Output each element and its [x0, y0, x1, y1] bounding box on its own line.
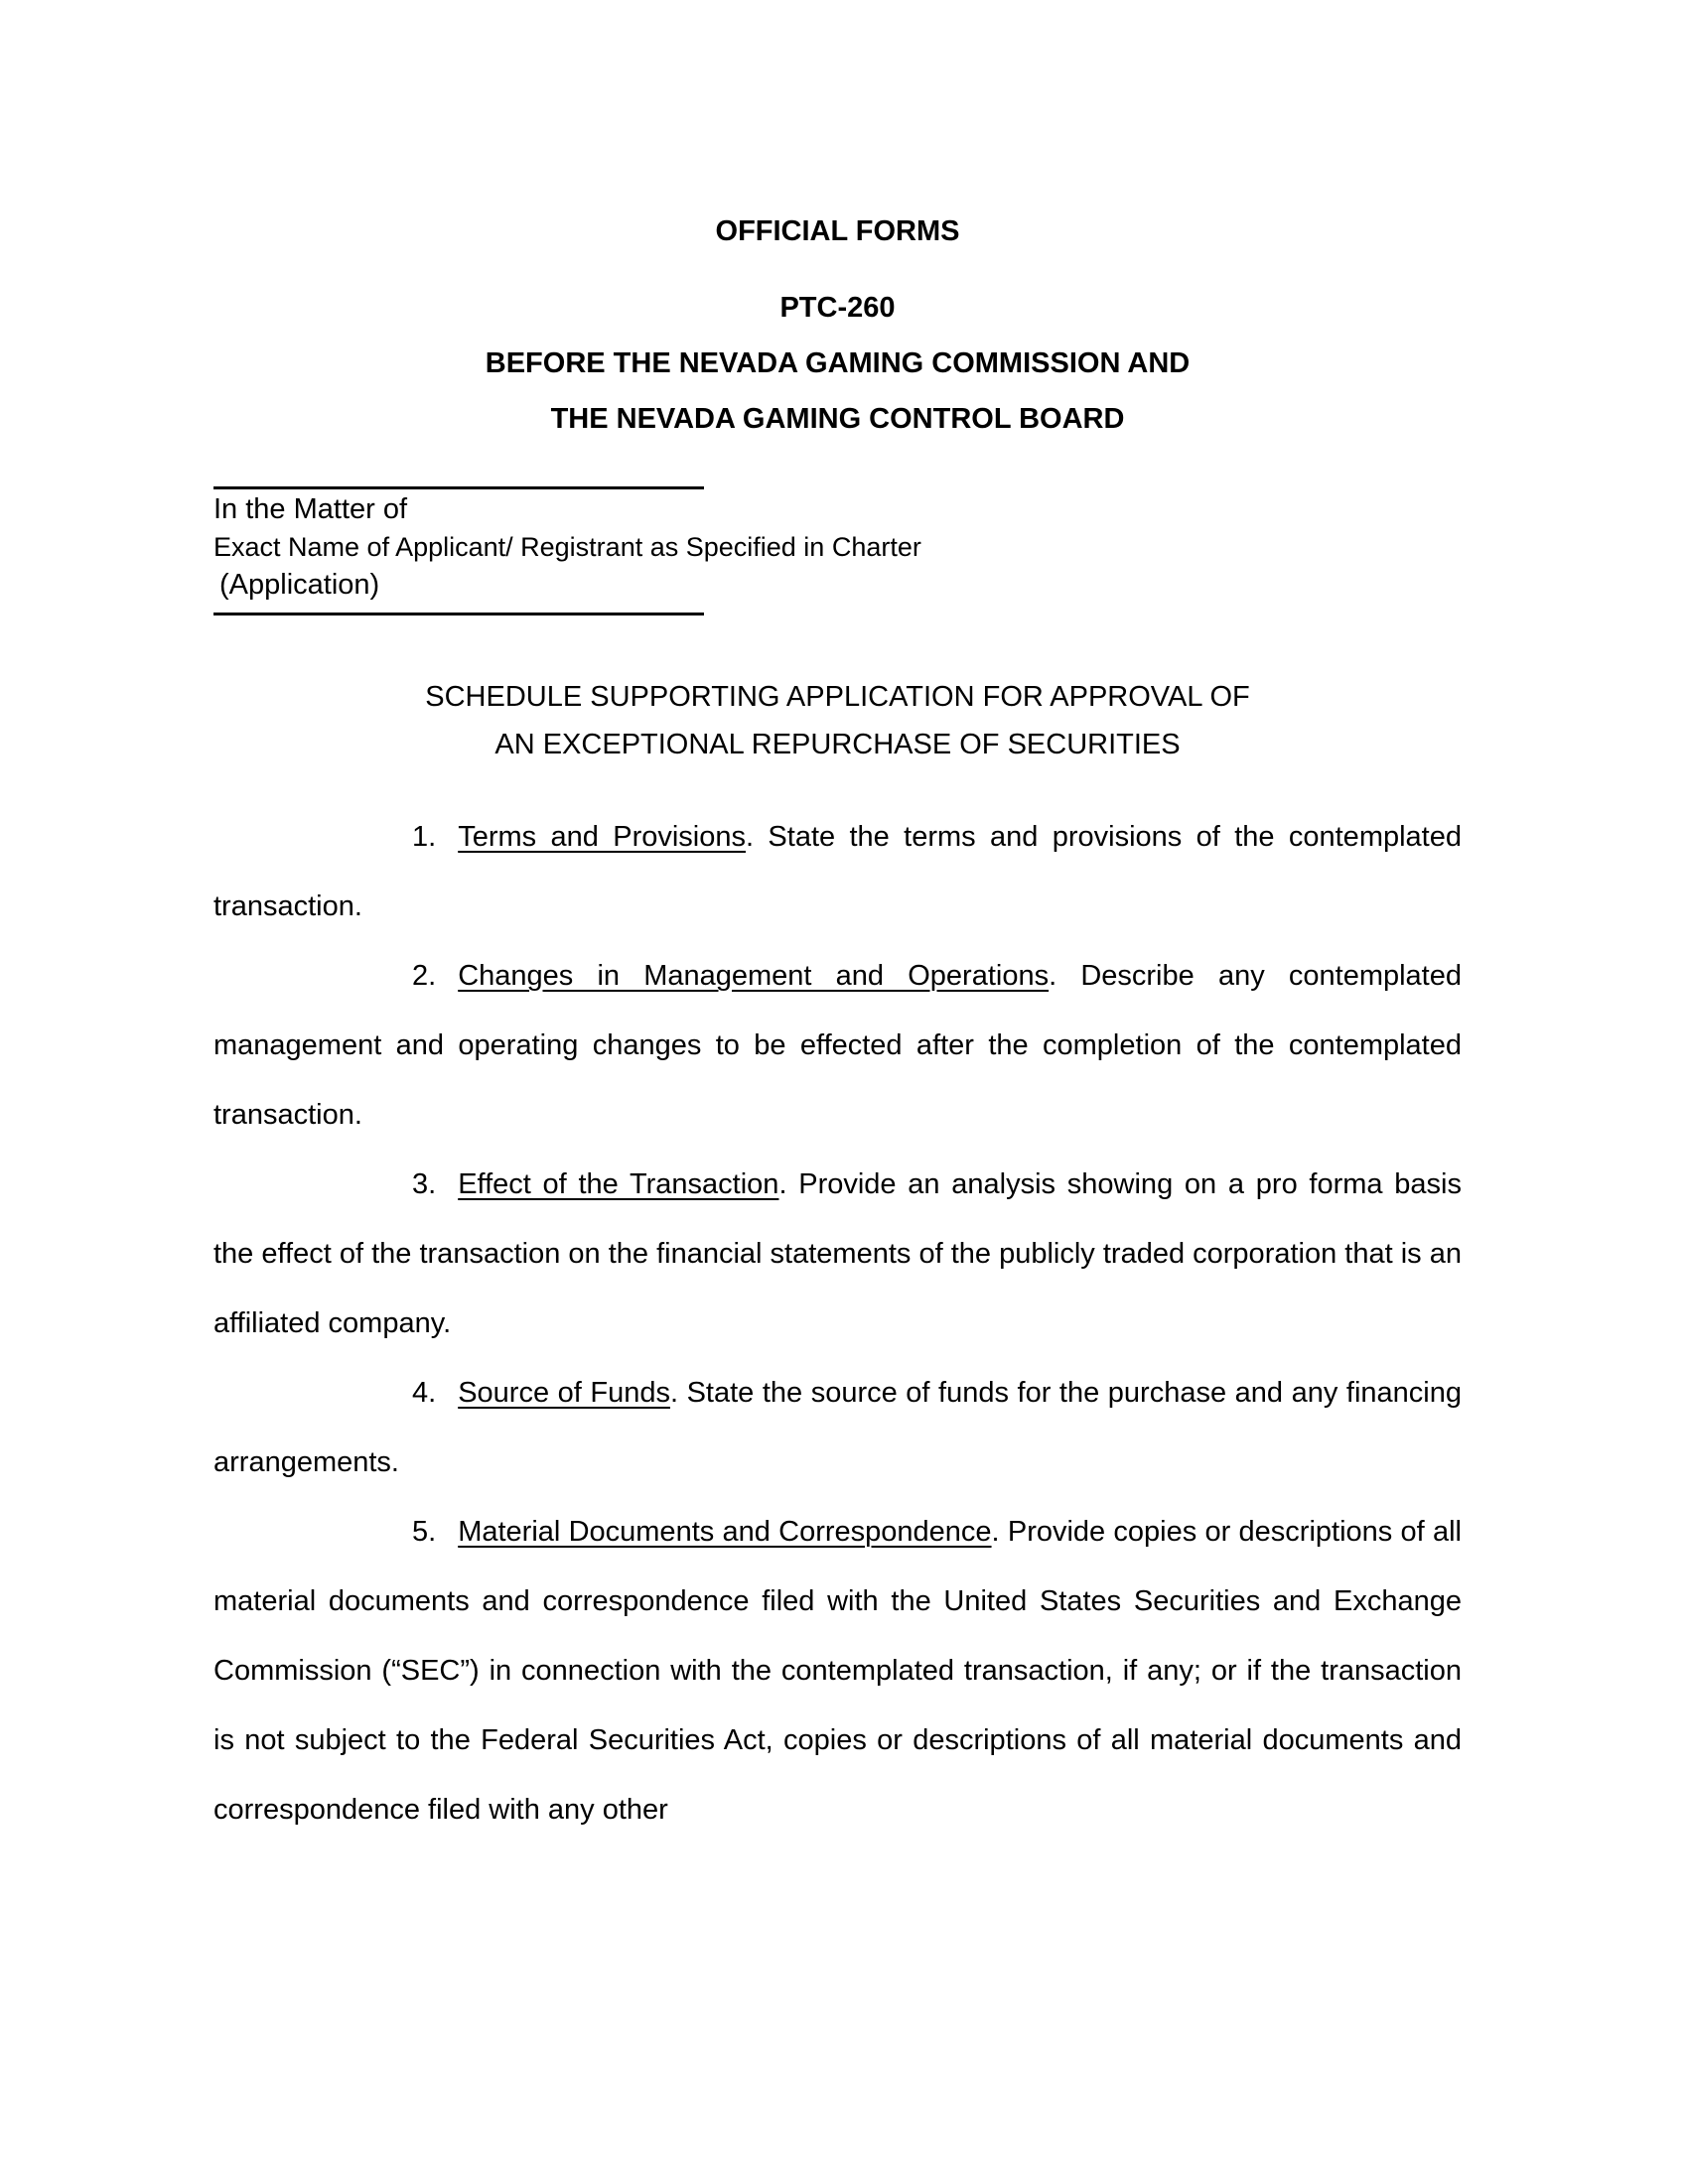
item-4-text: . State the source of funds for the purchase and any financing arrangements.: [213, 1377, 1462, 1478]
item-5-text: . Provide copies or descriptions of all material documents and correspondence filed with the United States Securities and Exchange Commission (“SEC”) in connection with the contemplated transaction, if any; or if the transaction is not subject to the Federal Securities Act, copies or descriptions of all material documents and correspondence filed with any other: [213, 1516, 1462, 1826]
item-3-number: 3.: [412, 1168, 437, 1200]
item-1-text: . State the terms and provisions of the contemplated transaction.: [213, 821, 1462, 922]
in-the-matter-of-label: In the Matter of: [213, 493, 408, 525]
document-body: [213, 802, 1462, 1844]
item-5-number: 5.: [412, 1516, 437, 1548]
schedule-title-line1: SCHEDULE SUPPORTING APPLICATION FOR APPROVAL OF: [425, 681, 1250, 713]
item-3-title: Effect of the Transaction: [458, 1168, 779, 1200]
paragraph-material-documents: [213, 1497, 1462, 1844]
schedule-title: [213, 673, 1462, 768]
official-forms-heading: OFFICIAL FORMS: [715, 215, 960, 247]
applicant-name-line: Exact Name of Applicant/ Registrant as Specified in Charter: [213, 532, 921, 562]
item-2-number: 2.: [412, 960, 437, 992]
item-4-number: 4.: [412, 1377, 437, 1409]
item-1-title: Terms and Provisions: [458, 821, 746, 853]
item-4-title: Source of Funds: [458, 1377, 670, 1409]
paragraph-terms-and-provisions: [213, 802, 1462, 941]
item-2-text: . Describe any contemplated management and operating changes to be effected after the completion of the contemplated transaction.: [213, 960, 1462, 1131]
paragraph-effect-of-transaction: [213, 1150, 1462, 1358]
schedule-title-line2: AN EXCEPTIONAL REPURCHASE OF SECURITIES: [494, 729, 1181, 760]
document-header: [213, 204, 1462, 447]
item-1-number: 1.: [412, 821, 437, 853]
paragraph-changes-in-management: [213, 941, 1462, 1150]
case-caption: [213, 486, 1462, 615]
item-5-title: Material Documents and Correspondence: [458, 1516, 992, 1548]
item-2-title: Changes in Management and Operations: [458, 960, 1050, 992]
paragraph-source-of-funds: [213, 1358, 1462, 1497]
form-number-heading: PTC-260: [779, 292, 896, 324]
application-row: [213, 565, 1462, 615]
application-label: (Application): [213, 565, 704, 615]
commission-heading: BEFORE THE NEVADA GAMING COMMISSION AND: [485, 347, 1191, 379]
item-3-text: . Provide an analysis showing on a pro forma basis the effect of the transaction on the financial statements of the publicly traded corporation that is an affiliated company.: [213, 1168, 1462, 1339]
board-heading: THE NEVADA GAMING CONTROL BOARD: [550, 403, 1125, 435]
